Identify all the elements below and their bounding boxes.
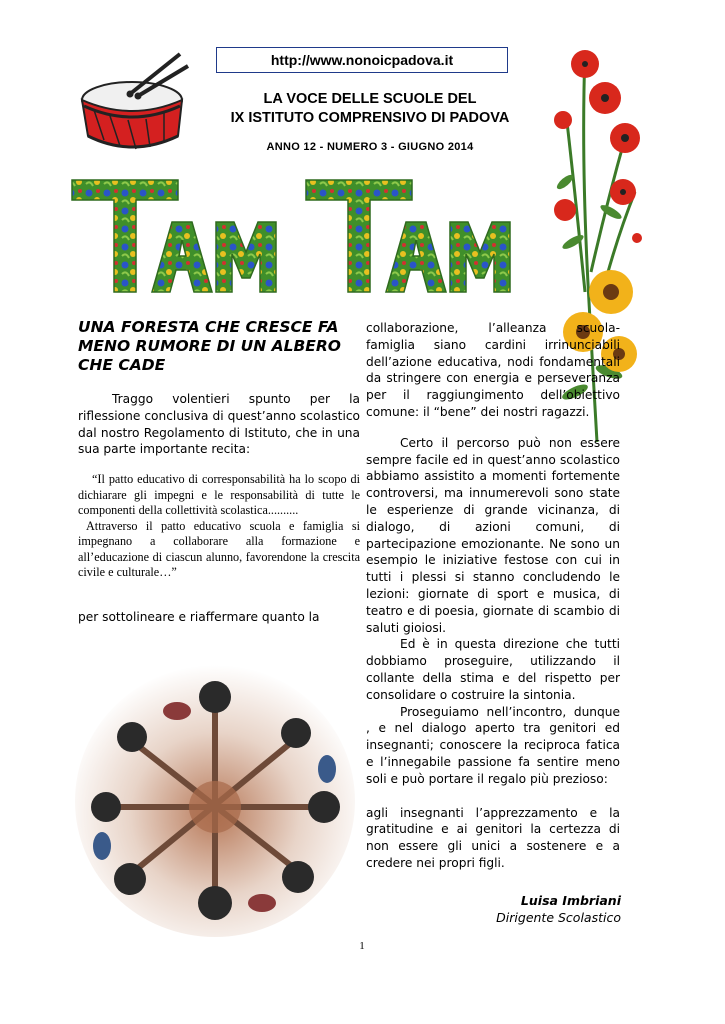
quote-paragraph-1: “Il patto educativo di corresponsabilità ha lo scopo di dichiarare gli impegni e le responsabilità di tutte le componenti della collettività scolastica..........: [78, 472, 360, 517]
school-title-line-2: IX ISTITUTO COMPRENSIVO DI PADOVA: [230, 110, 510, 126]
column2-paragraph-5: agli insegnanti l’apprezzamento e la gratitudine e ai genitori la certezza di non essere gli unici a sostenere e a credere nei propri figli.: [366, 805, 620, 870]
signature-name: Luisa Imbriani: [520, 893, 621, 908]
issue-info: ANNO 12 - NUMERO 3 - GIUGNO 2014: [266, 141, 474, 153]
column2-paragraph-1: collaborazione, l’alleanza scuola- famiglia siano cardini irrinunciabili dell’azione educativa, nodi fondamentali da stringere con energia e perseveranza per il raggiungimento dell’obiettivo comune: il “bene” dei nostri ragazzi.: [366, 321, 620, 419]
article-column-2: [366, 320, 620, 872]
school-title-line-1: LA VOCE DELLE SCUOLE DEL: [263, 91, 477, 107]
regulation-quote: [78, 472, 360, 581]
column2-paragraph-4: Proseguiamo nell’incontro, dunque , e nel dialogo aperto tra genitori ed insegnanti; conoscere la reciproca fatica e l’innegabile passione fa sentire meno soli e può portare il regalo più prezioso:: [366, 704, 620, 786]
article-intro: Traggo volentieri spunto per la riflessione conclusiva di quest’anno scolastico dal nostro Regolamento di Istituto, che in una sua parte importante recita:: [78, 392, 360, 457]
column2-paragraph-2: Certo il percorso può non essere sempre facile ed in quest’anno scolastico abbiamo assistito a momenti fortemente controversi, ma innumerevoli sono state le esperienze di grande vicinanza, di dialogo, di azioni comuni, di partecipazione emozionante. Ne sono un esempio le iniziative festose con cui in tutti i plessi si stanno concludendo le lezioni: giornate di sport e musica, di teatro e di poesia, giornate di scambio di saluti gioiosi.: [366, 435, 620, 635]
article-headline: UNA FORESTA CHE CRESCE FA MENO RUMORE DI UN ALBERO CHE CADE: [78, 318, 341, 374]
drum-illustration: [70, 48, 200, 158]
children-circle-photo: [72, 641, 358, 939]
masthead-logo: [66, 170, 536, 300]
school-title: [200, 90, 540, 128]
website-url-link[interactable]: http://www.nonoicpadova.it: [216, 47, 508, 73]
signature: [466, 892, 621, 926]
column2-paragraph-3: Ed è in questa direzione che tutti dobbiamo proseguire, utilizzando il collante della stima e del rispetto per consolidare o costruire la sintonia.: [366, 637, 620, 702]
quote-paragraph-2: Attraverso il patto educativo scuola e famiglia si impegnano a collaborare alla formazione e all’educazione di ciascun alunno, favorendone la crescita civile e culturale…”: [78, 518, 360, 579]
signature-role: Dirigente Scolastico: [496, 910, 621, 925]
page-number: 1: [359, 940, 365, 952]
column1-tail-text: per sottolineare e riaffermare quanto la: [78, 610, 320, 624]
